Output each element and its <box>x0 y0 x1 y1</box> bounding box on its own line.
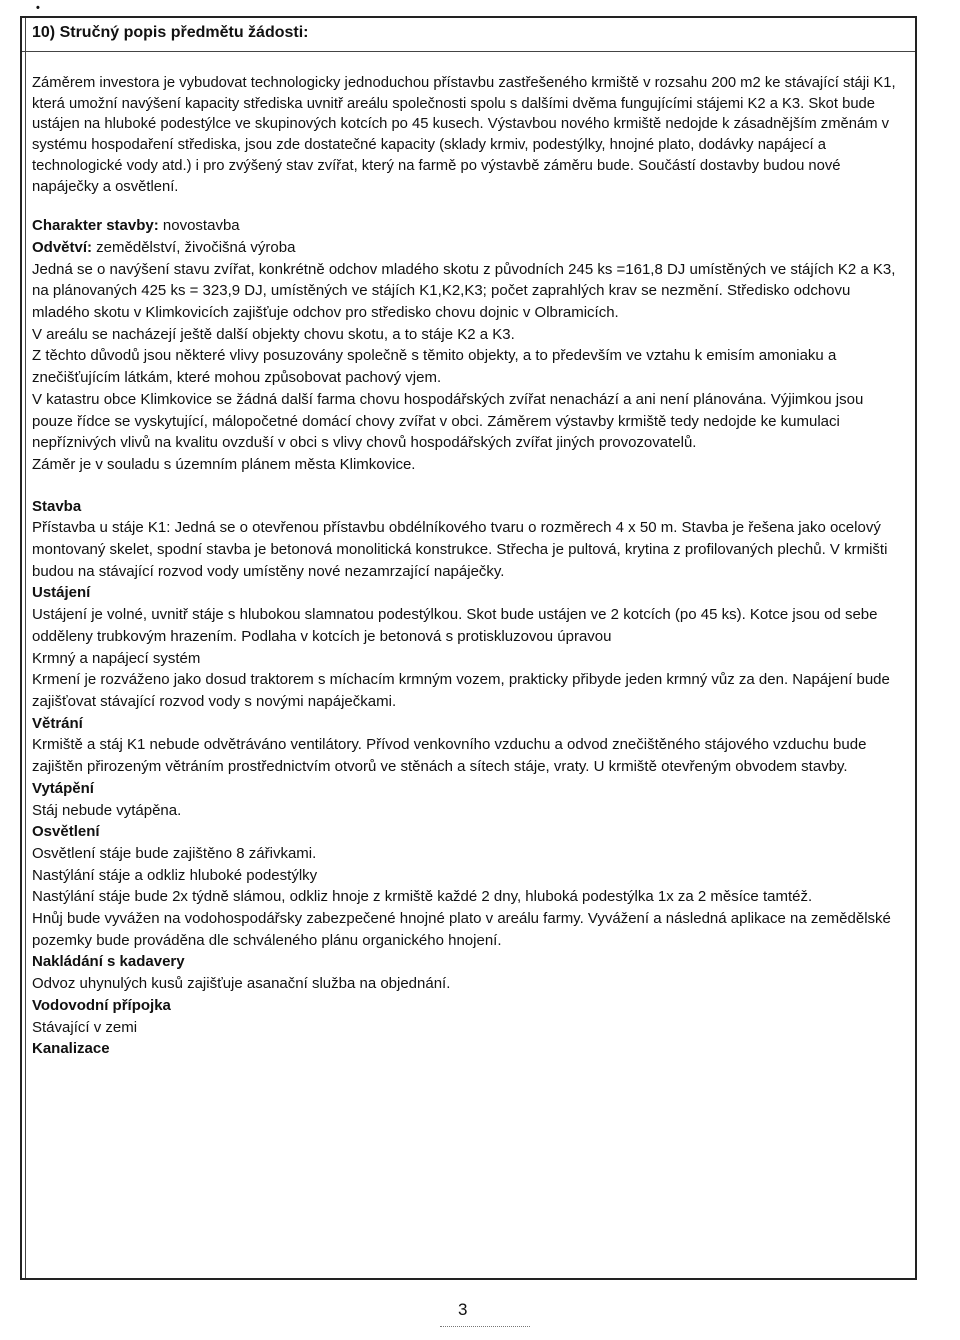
paragraph-objects: V areálu se nacházejí ještě další objekty chovu skotu, a to stáje K2 a K3. <box>32 325 515 343</box>
paragraph-cadastre: V katastru obce Klimkovice se žádná další farma chovu hospodářských zvířat nenachází a ani není plánována. Výjimkou jsou pouze řídce se vyskytující, málopočetné domácí chovy zvířat v obci. Záměrem výstavby krmiště tedy nedojde ke kumulaci nepříznivých vlivů na kvalitu ovzduší v obci s vlivy chovů hospodářských zvířat jiných provozovatelů. <box>32 390 864 452</box>
section-content <box>32 73 907 1060</box>
section-heading: 10) Stručný popis předmětu žádosti: <box>32 24 309 41</box>
text-vetrani: Krmiště a stáj K1 nebude odvětráváno ventilátory. Přívod venkovního vzduchu a odvod znečištěného stájového vzduchu bude zajištěn přirozeným větráním prostřednictvím otvorů ve stěnách a sítech stáje, vraty. U krmiště otevřeným obvodem stavby. <box>32 736 867 776</box>
text-ustajeni: Ustájení je volné, uvnitř stáje s hlubokou slamnatou podestýlkou. Skot bude ustájen ve 2 kotcích (po 45 ks). Kotce jsou od sebe odděleny trubkovým hrazením. Podlaha v kotcích je betonová s protiskluzovou úpravou <box>32 606 878 645</box>
odvetvi-label: Odvětví: <box>32 238 93 256</box>
text-kadavery: Odvoz uhynulých kusů zajišťuje asanační služba na objednání. <box>32 975 451 993</box>
charakter-line <box>32 215 907 237</box>
application-box <box>20 16 917 1280</box>
subheading-kadavery: Nakládání s kadavery <box>32 953 185 971</box>
page-number: 3 <box>458 1300 468 1319</box>
paragraph-capacity: Jedná se o navýšení stavu zvířat, konkrétně odchov mladého skotu z původních 245 ks =161,8 DJ umístěných ve stájích K2 a K3, na plánovaných 425 ks = 323,9 DJ, umístěných ve stájích K1,K2,K3; počet zaprahlých krav se nezmění. Středisko odchovu mladého skotu v Klimkovicích zajišťuje odchov pro středisko chovu dojnic v Olbramicích. <box>32 260 896 322</box>
text-vodovod: Stávající v zemi <box>32 1018 138 1036</box>
odvetvi-value: zemědělství, živočišná výroba <box>92 238 296 256</box>
subheading-ustajeni: Ustájení <box>32 584 91 602</box>
charakter-value: novostavba <box>158 217 240 235</box>
subheading-stavba: Stavba <box>32 497 82 515</box>
subheading-vetrani: Větrání <box>32 714 83 732</box>
intro-paragraph: Záměrem investora je vybudovat technologicky jednoduchou přístavbu zastřešeného krmiště v rozsahu 200 m2 ke stávající stáji K1, která umožní navýšení kapacity střediska uvnitř areálu společnosti spolu s dalšími dvěma fungujícími stájemi K2 a K3. Skot bude ustájen na hluboké podestýlce ve skupinových kotcích po 45 kusech. Výstavbou nového krmiště nedojde k zásadnějším změnám v systému hospodaření střediska, jsou zde dostatečné kapacity (sklady krmiv, podestýlky, hnojné plato, dodávky napájecí a technologické vody atd.) i pro zvýšený stav zvířat, který na farmě po výstavbě záměru bude. Součástí dostavby budou nové napáječky a osvětlení. <box>32 75 896 195</box>
text-hnuj: Hnůj bude vyvážen na vodohospodářsky zabezpečené hnojné plato v areálu farmy. Vyvážení a následná aplikace na zemědělské pozemky bude prováděna dle schváleného plánu organického hnojení. <box>32 910 891 949</box>
subheading-vodovod: Vodovodní přípojka <box>32 996 171 1014</box>
subheading-vytapeni: Vytápění <box>32 779 94 797</box>
text-stavba: Přístavba u stáje K1: Jedná se o otevřenou přístavbu obdélníkového tvaru o rozměrech 4 x 50 m. Stavba je řešena jako ocelový montovaný skelet, spodní stavba je betonová monolitická konstrukce. Střecha je pultová, krytina z profilovaných plechů. V krmišti budou na stávající rozvod vody umístěny nové nezamrzající napáječky. <box>32 519 888 580</box>
paragraph-zoning: Záměr je v souladu s územním plánem města Klimkovice. <box>32 455 416 473</box>
paragraph-emissions: Z těchto důvodů jsou některé vlivy posuzovány společně s těmito objekty, a to především ve vztahu k emisím amoniaku a znečišťujícím látkám, které mohou způsobovat pachový vjem. <box>32 347 837 387</box>
text-krmny-system: Krmení je rozváženo jako dosud traktorem s míchacím krmným vozem, prakticky přibyde jeden krmný vůz za den. Napájení bude zajišťovat stávající rozvod vody s novými napáječkami. <box>32 671 890 710</box>
text-osvetleni: Osvětlení stáje bude zajištěno 8 zářivkami. <box>32 844 317 862</box>
text-vytapeni: Stáj nebude vytápěna. <box>32 801 182 819</box>
charakter-label: Charakter stavby: <box>32 217 159 235</box>
subheading-krmny-system: Krmný a napájecí systém <box>32 649 201 667</box>
scan-mark: • <box>36 2 40 14</box>
subheading-nastylani: Nastýlání stáje a odkliz hluboké podestýlky <box>32 866 318 884</box>
subheading-kanalizace: Kanalizace <box>32 1040 110 1058</box>
spacer <box>32 476 907 496</box>
text-nastylani: Nastýlání stáje bude 2x týdně slámou, odkliz hnoje z krmiště každé 2 dny, hluboká podestýlka 1x za 2 měsíce tamtéž. <box>32 888 813 906</box>
footer-dots <box>440 1326 530 1327</box>
odvetvi-line <box>32 237 907 259</box>
subheading-osvetleni: Osvětlení <box>32 823 100 841</box>
